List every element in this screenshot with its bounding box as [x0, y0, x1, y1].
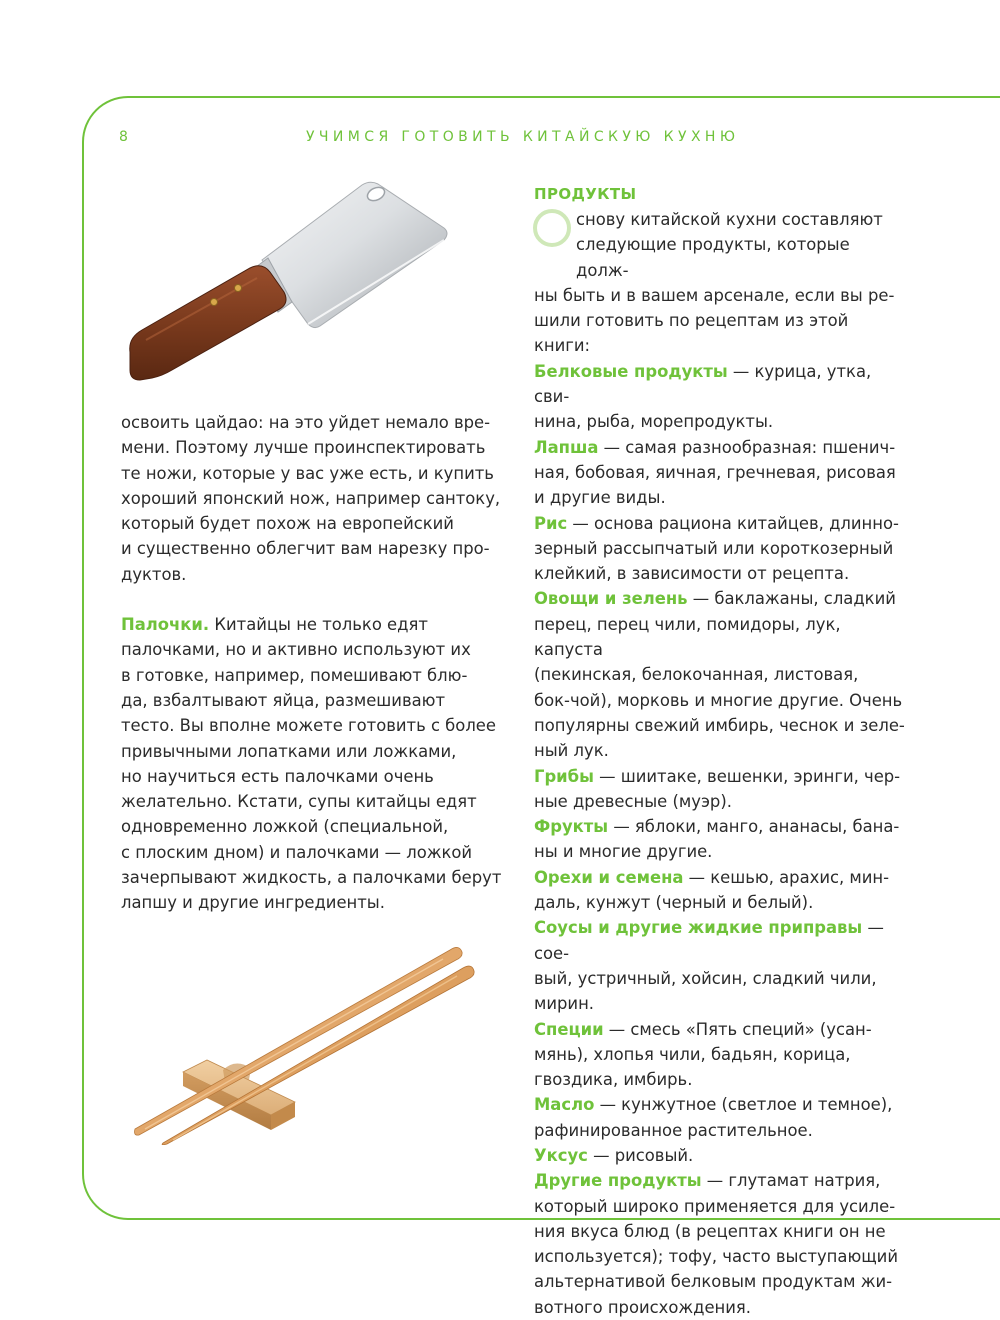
text-line: — сое-	[534, 918, 884, 963]
product-term: Орехи и семена	[534, 867, 684, 887]
product-entry	[534, 915, 906, 1016]
product-entry	[534, 511, 906, 587]
dropcap-letter-o	[533, 209, 571, 247]
text-line: лапшу и другие ингредиенты.	[121, 893, 385, 913]
product-entry	[534, 1168, 906, 1320]
product-entry	[534, 359, 906, 435]
text-line: — глутамат натрия,	[701, 1171, 881, 1191]
intro-paragraph	[534, 207, 906, 359]
text-line: ния вкуса блюд (в рецептах книги он не	[534, 1221, 886, 1241]
text-line: — кунжутное (светлое и темное),	[594, 1095, 893, 1115]
text-line: ные древесные (муэр).	[534, 791, 732, 811]
text-line: гвоздика, имбирь.	[534, 1070, 693, 1090]
text-line: (пекинская, белокочанная, листовая,	[534, 665, 859, 685]
text-line: привычными лопатками или ложками,	[121, 741, 457, 761]
text-line: — смесь «Пять специй» (усан-	[603, 1019, 872, 1039]
cleaver-knife-image	[122, 180, 452, 390]
text-line: альтернативой белковым продуктам жи-	[534, 1272, 893, 1292]
product-term: Масло	[534, 1095, 595, 1115]
section-heading: ПРОДУКТЫ	[534, 185, 637, 203]
text-line: вый, устричный, хойсин, сладкий чили,	[534, 968, 877, 988]
product-term: Другие продукты	[534, 1171, 702, 1191]
text-line: шили готовить по рецептам из этой книги:	[534, 311, 849, 356]
product-entry	[534, 764, 906, 815]
text-line: да, взбалтывают яйца, размешивают	[121, 690, 445, 710]
product-term: Специи	[534, 1019, 604, 1039]
text-line: перец, перец чили, помидоры, лук, капуста	[534, 614, 841, 660]
text-line: мени. Поэтому лучше проинспектировать	[121, 438, 486, 458]
product-term: Овощи и зелень	[534, 589, 688, 609]
text-line: — самая разнообразная: пшенич-	[598, 437, 896, 457]
knife-paragraph	[121, 410, 503, 587]
product-entry	[534, 1092, 906, 1143]
product-term: Грибы	[534, 766, 594, 786]
text-line: зерный рассыпчатый или короткозерный	[534, 538, 894, 558]
text-line: — шиитаке, вешенки, эринги, чер-	[593, 766, 901, 786]
product-entry	[534, 1143, 906, 1168]
text-line: используется); тофу, часто выступающий	[534, 1247, 898, 1267]
text-line: который будет похож на европейский	[121, 514, 454, 534]
left-column	[121, 410, 503, 916]
chopsticks-paragraph	[121, 612, 503, 916]
text-line: — баклажаны, сладкий	[687, 589, 896, 609]
text-line: в готовке, например, помешивают блю-	[121, 665, 468, 685]
text-line: — курица, утка, сви-	[534, 361, 872, 407]
text-line: ный лук.	[534, 741, 609, 761]
product-term: Уксус	[534, 1145, 588, 1165]
text-line: — рисовый.	[587, 1145, 694, 1165]
text-line: даль, кунжут (черный и белый).	[534, 893, 814, 913]
text-line: дуктов.	[121, 564, 187, 584]
text-line: ная, бобовая, яичная, гречневая, рисовая	[534, 462, 896, 482]
text-line: Китайцы не только едят	[209, 615, 428, 635]
product-term: Лапша	[534, 437, 599, 457]
text-line: — яблоки, манго, ананасы, бана-	[608, 817, 900, 837]
text-line: зачерпывают жидкость, а палочками берут	[121, 868, 502, 888]
chopsticks-term: Палочки.	[121, 615, 210, 635]
product-list	[534, 359, 906, 1320]
product-entry	[534, 865, 906, 916]
text-line: — кешью, арахис, мин-	[683, 867, 890, 887]
text-line: который широко применяется для усиле-	[534, 1196, 896, 1216]
product-entry	[534, 586, 906, 763]
text-line: ны быть и в вашем арсенале, если вы ре-	[534, 285, 895, 305]
text-line: снову китайской кухни составляют	[576, 210, 883, 229]
text-line: ны и многие другие.	[534, 842, 713, 862]
text-line: бок-чой), морковь и многие другие. Очень	[534, 690, 903, 710]
text-line: но научиться есть палочками очень	[121, 766, 434, 786]
text-line: хороший японский нож, например сантоку,	[121, 488, 501, 508]
product-entry	[534, 435, 906, 511]
text-line: рафинированное растительное.	[534, 1120, 813, 1140]
chopsticks-image	[125, 930, 485, 1145]
text-line: с плоским дном) и палочками — ложкой	[121, 842, 473, 862]
text-line: клейкий, в зависимости от рецепта.	[534, 564, 850, 584]
text-line: мирин.	[534, 994, 595, 1014]
running-title: УЧИМСЯ ГОТОВИТЬ КИТАЙСКУЮ КУХНЮ	[306, 129, 740, 145]
text-line: и другие виды.	[534, 488, 666, 508]
text-line: одновременно ложкой (специальной,	[121, 817, 449, 837]
text-line: желательно. Кстати, супы китайцы едят	[121, 792, 477, 812]
text-line: мянь), хлопья чили, бадьян, корица,	[534, 1044, 851, 1064]
text-line: вотного происхождения.	[534, 1297, 751, 1317]
product-entry	[534, 1017, 906, 1093]
text-line: нина, рыба, морепродукты.	[534, 412, 774, 432]
right-column	[534, 182, 906, 1320]
text-line: популярны свежий имбирь, чеснок и зеле-	[534, 715, 905, 735]
text-line: тесто. Вы вполне можете готовить с более	[121, 716, 496, 736]
product-term: Белковые продукты	[534, 361, 728, 381]
text-line: — основа рациона китайцев, длинно-	[567, 513, 899, 533]
text-line: палочками, но и активно используют их	[121, 640, 471, 660]
text-line: те ножи, которые у вас уже есть, и купить	[121, 463, 494, 483]
page-number: 8	[119, 129, 128, 145]
product-term: Фрукты	[534, 817, 609, 837]
text-line: освоить цайдао: на это уйдет немало вре-	[121, 413, 491, 432]
product-term: Соусы и другие жидкие приправы	[534, 918, 863, 938]
text-line: следующие продукты, которые долж-	[576, 235, 850, 280]
text-line: и существенно облегчит вам нарезку про-	[121, 539, 490, 559]
product-entry	[534, 814, 906, 865]
product-term: Рис	[534, 513, 568, 533]
